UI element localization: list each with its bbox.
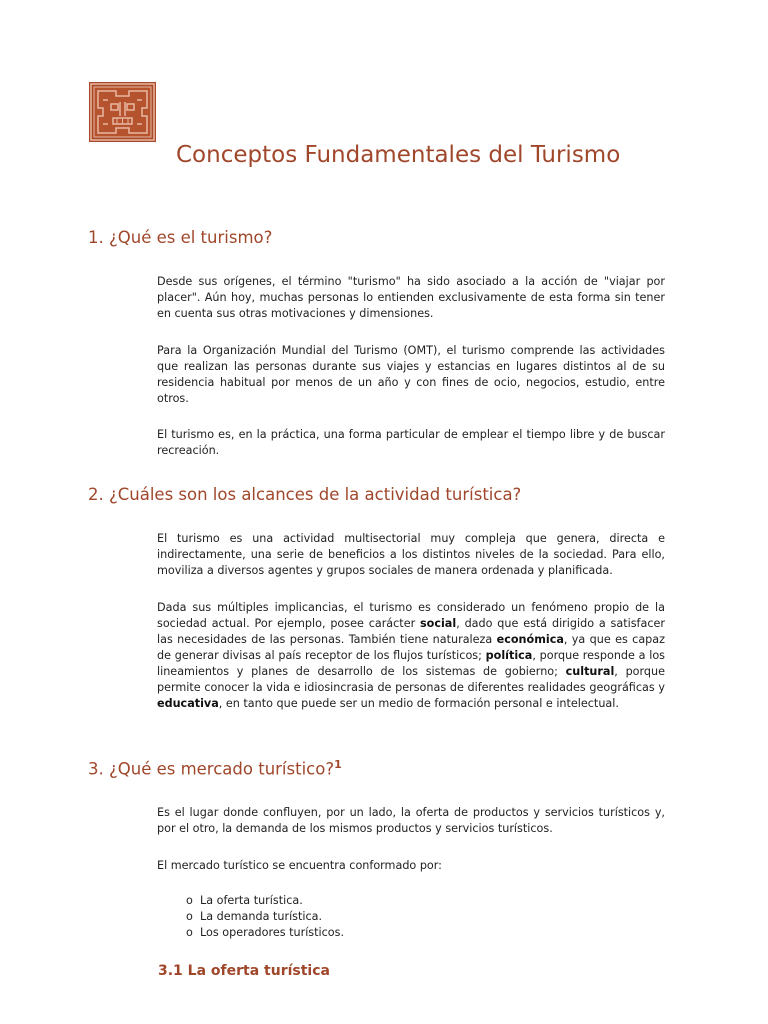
term-economica: económica: [496, 633, 564, 646]
term-educativa: educativa: [157, 697, 219, 710]
section-3-heading: 3. ¿Qué es mercado turístico?$^1$: [88, 758, 342, 779]
footnote-link[interactable]: 1: [334, 758, 342, 771]
list-item: o La demanda turística.: [186, 910, 323, 923]
section-1-paragraph-2: Para la Organización Mundial del Turismo (OMT), el turismo comprende las actividades que realizan las personas durante sus viajes y estancias en lugares distintos al de su residencia habitual por menos de un año y con fines de ocio, negocios, estudio, entre otros.: [157, 344, 665, 405]
section-3-paragraph-1: Es el lugar donde confluyen, por un lado, la oferta de productos y servicios turísticos y, por el otro, la demanda de los mismos productos y servicios turísticos.: [157, 806, 665, 835]
bullet-marker: o: [186, 926, 193, 939]
term-social: social: [420, 617, 457, 630]
andean-mask-logo-icon: [89, 82, 156, 142]
section-2-heading: 2. ¿Cuáles son los alcances de la actividad turística?: [88, 485, 522, 504]
section-1-paragraph-3: El turismo es, en la práctica, una forma particular de emplear el tiempo libre y de buscar recreación.: [157, 428, 665, 457]
section-1-paragraph-1: Desde sus orígenes, el término "turismo" ha sido asociado a la acción de "viajar por placer". Aún hoy, muchas personas lo entienden exclusivamente de esta forma sin tener en cuenta sus otras motivaciones y dimensiones.: [157, 275, 665, 320]
market-components-list: [186, 893, 344, 941]
term-cultural: cultural: [565, 665, 615, 678]
section-2-paragraph-1: El turismo es una actividad multisectorial muy compleja que genera, directa e indirectamente, una serie de beneficios a los distintos niveles de la sociedad. Para ello, moviliza a diversos agentes y grupos sociales de manera ordenada y planificada.: [157, 532, 665, 577]
bullet-marker: o: [186, 910, 193, 923]
list-item: o Los operadores turísticos.: [186, 926, 345, 939]
section-1-heading: 1. ¿Qué es el turismo?: [88, 228, 273, 247]
section-2-paragraph-2: Dada sus múltiples implicancias, el turismo es considerado un fenómeno propio de la sociedad actual. Por ejemplo, posee carácter social, dado que está dirigido a satisfacer las necesidades de las personas. También tiene naturaleza económica, ya que es capaz de generar divisas al país receptor de los flujos turísticos; política, porque responde a los lineamientos y planes de desarrollo de los sistemas de gobierno; cultural, porque permite conocer la vida e idiosincrasia de personas de diferentes realidades geográficas y educativa, en tanto que puede ser un medio de formación personal e intelectual.: [157, 601, 665, 710]
section-3-paragraph-2: El mercado turístico se encuentra conformado por:: [157, 859, 442, 872]
term-politica: política: [485, 649, 533, 662]
bullet-marker: o: [186, 894, 193, 907]
list-item: o La oferta turística.: [186, 894, 303, 907]
document-title: Conceptos Fundamentales del Turismo: [176, 142, 621, 168]
section-3-1-heading: 3.1 La oferta turística: [158, 963, 330, 979]
